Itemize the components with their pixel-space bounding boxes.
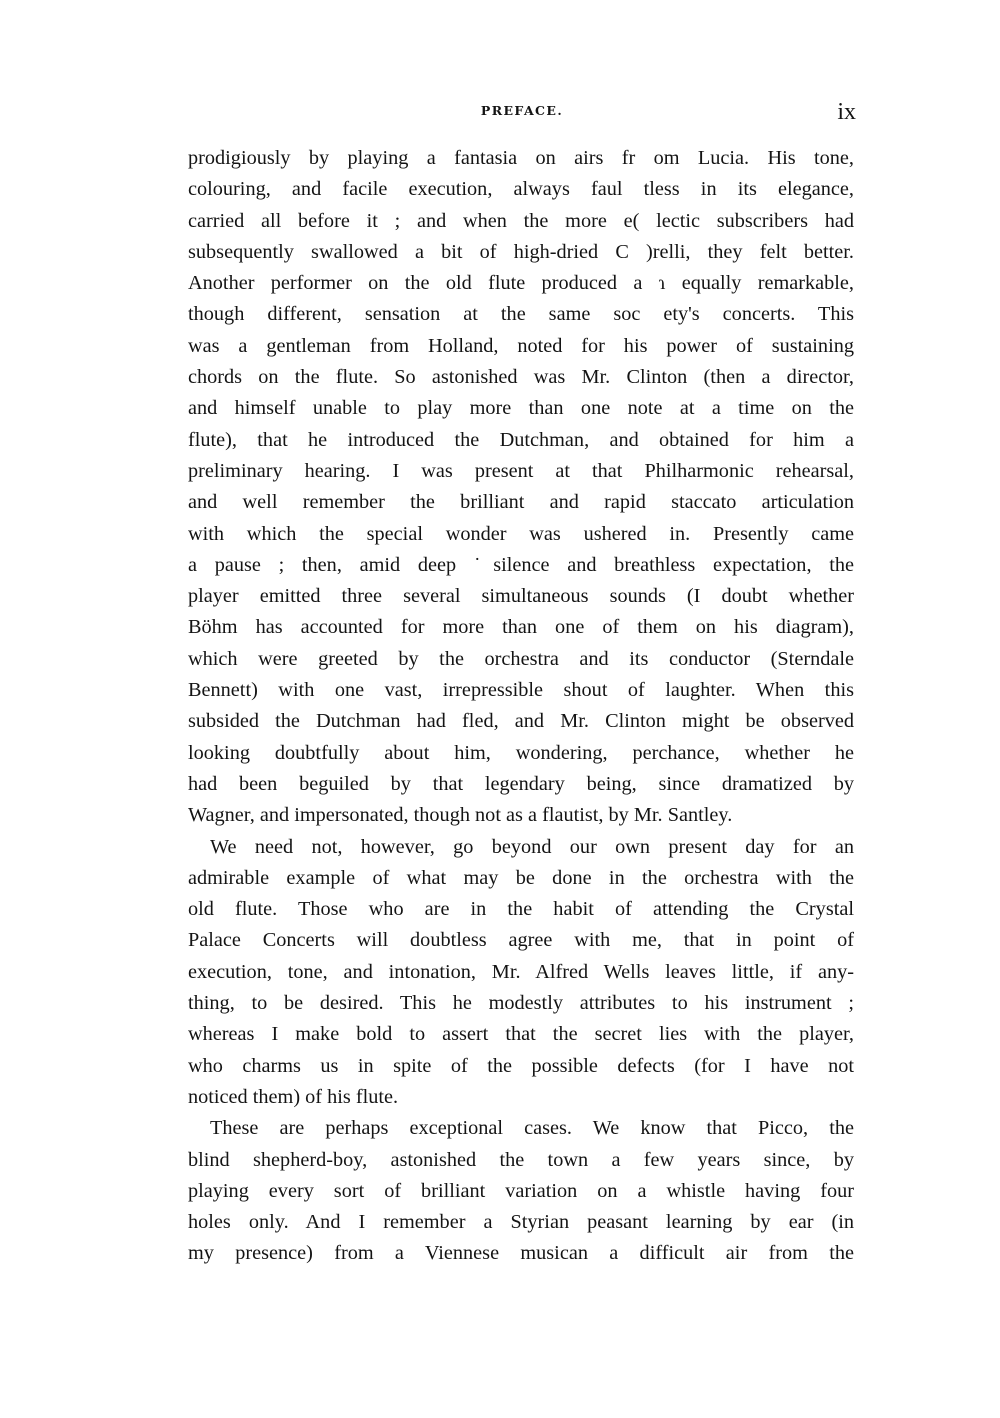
text-line: my presence) from a Viennese musican a difficult air from the bbox=[188, 1242, 854, 1265]
text-line: whereas I make bold to assert that the secret lies with the player, bbox=[188, 1023, 854, 1046]
text-line: old flute. Those who are in the habit of attending the Crystal bbox=[188, 898, 854, 921]
text-line: Another performer on the old flute produced a ɿ equally remarkable, bbox=[188, 272, 854, 295]
page-header bbox=[188, 99, 856, 133]
text-line: flute), that he introduced the Dutchman, and obtained for him a bbox=[188, 428, 854, 451]
paragraph-1 bbox=[188, 143, 854, 832]
text-line: Wagner, and impersonated, though not as a flautist, by Mr. Santley. bbox=[188, 804, 733, 827]
running-head: PREFACE. bbox=[480, 103, 564, 118]
text-line: Böhm has accounted for more than one of them on his diagram), bbox=[188, 616, 854, 639]
text-line: who charms us in spite of the possible defects (for I have not bbox=[188, 1054, 854, 1077]
text-line: thing, to be desired. This he modestly attributes to his instrument ; bbox=[188, 992, 854, 1015]
text-line: with which the special wonder was ushered in. Presently came bbox=[188, 522, 854, 545]
text-line: and himself unable to play more than one note at a time on the bbox=[188, 397, 854, 420]
text-line: admirable example of what may be done in the orchestra with the bbox=[188, 866, 854, 889]
text-line: was a gentleman from Holland, noted for his power of sustaining bbox=[188, 334, 854, 357]
text-line: Bennett) with one vast, irrepressible shout of laughter. When this bbox=[188, 679, 854, 702]
page-number: ix bbox=[837, 99, 856, 125]
text-line: carried all before it ; and when the more e( lectic subscribers had bbox=[188, 209, 854, 232]
text-line: preliminary hearing. I was present at that Philharmonic rehearsal, bbox=[188, 459, 854, 482]
text-line: though different, sensation at the same soc ety's concerts. This bbox=[188, 303, 854, 326]
text-line: subsided the Dutchman had fled, and Mr. Clinton might be observed bbox=[188, 710, 854, 733]
text-line: and well remember the brilliant and rapid staccato articulation bbox=[188, 491, 854, 514]
text-line: prodigiously by playing a fantasia on airs fr om Lucia. His tone, bbox=[188, 147, 854, 169]
text-line: chords on the flute. So astonished was Mr. Clinton (then a director, bbox=[188, 366, 854, 389]
paragraph-3 bbox=[188, 1113, 854, 1269]
text-line: had been beguiled by that legendary being, since dramatized by bbox=[188, 772, 854, 795]
text-line: We need not, however, go beyond our own present day for an bbox=[210, 835, 854, 858]
text-line: execution, tone, and intonation, Mr. Alfred Wells leaves little, if any- bbox=[188, 960, 854, 983]
text-line: playing every sort of brilliant variation on a whistle having four bbox=[188, 1179, 854, 1202]
text-line: colouring, and facile execution, always faul tless in its elegance, bbox=[188, 178, 854, 201]
text-line: a pause ; then, amid deep ˙silence and breathless expectation, the bbox=[188, 553, 854, 576]
text-line: looking doubtfully about him, wondering, perchance, whether he bbox=[188, 741, 854, 764]
text-line: holes only. And I remember a Styrian peasant learning by ear (in bbox=[188, 1211, 854, 1234]
text-line: These are perhaps exceptional cases. We know that Picco, the bbox=[210, 1117, 854, 1140]
body-text bbox=[188, 143, 854, 1270]
text-line: player emitted three several simultaneous sounds (I doubt whether bbox=[188, 585, 854, 608]
paragraph-2 bbox=[188, 832, 854, 1114]
text-line: subsequently swallowed a bit of high-dried C )relli, they felt better. bbox=[188, 240, 854, 263]
text-line: which were greeted by the orchestra and its conductor (Sterndale bbox=[188, 647, 854, 670]
text-line: noticed them) of his flute. bbox=[188, 1085, 399, 1108]
text-line: Palace Concerts will doubtless agree with me, that in point of bbox=[188, 929, 854, 952]
text-line: blind shepherd-boy, astonished the town a few years since, by bbox=[188, 1148, 854, 1171]
